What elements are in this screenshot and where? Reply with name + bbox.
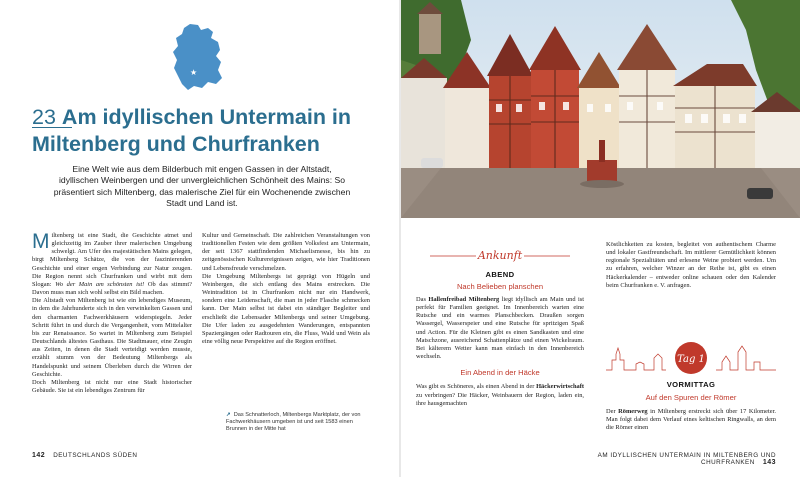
left-footer — [32, 452, 137, 459]
right-body-column-2 — [606, 241, 776, 290]
arrow-caption-icon: ↗ — [226, 412, 231, 418]
abend2-subheading: Ein Abend in der Häcke — [460, 368, 540, 378]
photo-caption: ↗ Das Schnatterloch, Miltenbergs Marktplatz, der von Fachwerkhäusern umgeben ist und seit 1583 einen Brunnen in der Mitte hat — [226, 412, 361, 432]
ankunft-label: Ankunft — [477, 249, 523, 262]
right-body-column-1 — [416, 296, 584, 408]
vormittag-label: VORMITTAG — [666, 380, 716, 389]
tag-label: Tag 1 — [677, 354, 705, 365]
germany-map-icon — [168, 22, 226, 92]
paragraph-3: Doch Miltenberg ist nicht nur eine Stadt historischer Gebäude. Sie ist ein lebendiges Zentrum für — [32, 378, 192, 394]
abend-paragraph: Das Hallenfreibad Miltenberg liegt idyllisch am Main und ist perfekt für Familien geeignet. Im Innenbereich warten eine Rutsche und ein warmes Planschbecken. Draußen sorgen Wassergel, Wasserspeier und eine Rutsche für spritzigen Spaß und Action. Für die Kleinen gibt es einen Sandkasten und eine Matschzone, ausreichend Schattenplätze und einen Wickelraum. Bei kälterem Wetter kann man einfach in den Innenbereich wechseln. — [416, 296, 584, 361]
page-number-left: 142 — [32, 452, 46, 459]
footer-section-label: DEUTSCHLANDS SÜDEN — [53, 452, 138, 459]
abend-label: ABEND — [485, 270, 515, 279]
left-page — [0, 0, 399, 477]
svg-text:★: ★ — [190, 68, 198, 77]
paragraph-5: Die Umgebung Miltenbergs ist geprägt von Hügeln und Weinbergen, die sich entlang des Mains erstrecken. Die Weintradition ist in Churfranken nicht nur ein Handwerk, sondern eine Leidenschaft, die man in jeder Flasche schmecken kann. Der Main selbst ist dabei ein ständiger Begleiter und erschließt die Lebensader Miltenbergs und seiner Umgebung. Die Ufer laden zu ausgedehnten Wanderungen, entspannten Spaziergängen oder Radtouren ein, die Fluss, Wald und Wein als eine völlig neue Perspektive auf die Region eröffnet. — [202, 272, 370, 346]
chapter-intro: Eine Welt wie aus dem Bilderbuch mit engen Gassen in der Altstadt, idyllischen Weinbergen und der unvergleichlichen Schönheit des Mains: So präsentiert sich Miltenberg, das malerische Ziel für ein Wochenende zwischen Stadt und Land ist. — [53, 164, 351, 209]
chapter-title — [32, 104, 377, 158]
miltenberg-marketplace-photo — [401, 0, 800, 218]
ankunft-stamp — [430, 240, 570, 270]
dropcap: M — [32, 230, 50, 253]
paragraph-1: Miltenberg ist eine Stadt, die Geschichte atmet und gleichzeitig im Zauber ihrer malerischen Umgebung schwelgt. Am Ufer des majestätischen Mains gelegen, birgt Miltenberg Schätze, die von der faszinierenden Geschichte und einer engen Verbindung zur Natur zeugen. Die Region nennt sich Churfranken und wirbt mit dem Slogan: Wo der Main am schönsten ist! Ob das stimmt? Davon muss man sich wohl selbst ein Bild machen. — [32, 230, 193, 297]
vormittag-paragraph: Der Römerweg in Miltenberg erstreckt sich über 17 Kilometer. Man folgt dabei dem Verlauf eines keltischen Ringwalls, an dem die Römer einen — [606, 408, 776, 432]
abend2-paragraph: Was gibt es Schöneres, als einen Abend in der Häckerwirtschaft zu verbringen? Die Häcker, Weinbauern der Region, laden ein, ihre hausgemachten — [416, 383, 584, 407]
paragraph-4: Kultur und Gemeinschaft. Die zahlreichen Veranstaltungen von traditionellen Festen wie dem größten Volksfest am Untermain, der seit 1367 stattfindenden Michaelismesse, bis hin zu zeitgenössischen Kulturereignissen zeigen, wie hier Traditionen und Lebensfreude verschmelzen. — [202, 232, 370, 272]
abend-subheading: Nach Belieben planschen — [456, 282, 544, 291]
paragraph-2: Die Altstadt von Miltenberg ist wie ein lebendiges Museum, in dem die Jahrhunderte sich in den verwinkelten Gassen und den charmanten Fachwerkhäusern widerspiegeln. Jeder Schritt führt in und durch die Vergangenheit, vom Mittelalter bis zur Renaissance. So wartet in Miltenberg zum Beispiel Deutschlands ältestes Gasthaus. Die Stadtmauer, eine Zeugin aus Zeiten, in denen die Stadt verteidigt werden musste, erzählt stumm von der Bedeutung Miltenbergs als Handelspunkt und seinem Überleben durch die Wirren der Geschichte. — [32, 297, 192, 378]
footer-chapter-label: AM IDYLLISCHEN UNTERMAIN IN MILTENBERG UND CHURFRANKEN — [597, 452, 776, 466]
slogan: Wo der Main am schönsten ist! — [55, 280, 145, 288]
body-column-1 — [32, 232, 192, 395]
chapter-number: 23 — [32, 105, 56, 129]
chapter-title-text: Am idyllischen Untermain in Miltenberg und Churfranken — [32, 105, 352, 156]
koestlichkeiten-paragraph: Köstlichkeiten zu kosten, begleitet von authentischem Charme und lokaler Gastfreundschaft. Im mittlerer Gemütlichkeit können regionale Spezialitäten und erlesene Weine probiert werden. Um zu erfahren, welcher Winzer an der Reihe ist, gibt es einen Häckerkalender – entweder online schauen oder den Kalender beim Churfranken e. V. anfragen. — [606, 241, 776, 289]
body-column-2 — [202, 232, 370, 346]
right-footer — [556, 452, 776, 466]
page-number-right: 143 — [762, 459, 776, 466]
day-badge-icon — [606, 340, 776, 376]
vormittag-subheading: Auf den Spuren der Römer — [645, 393, 737, 402]
